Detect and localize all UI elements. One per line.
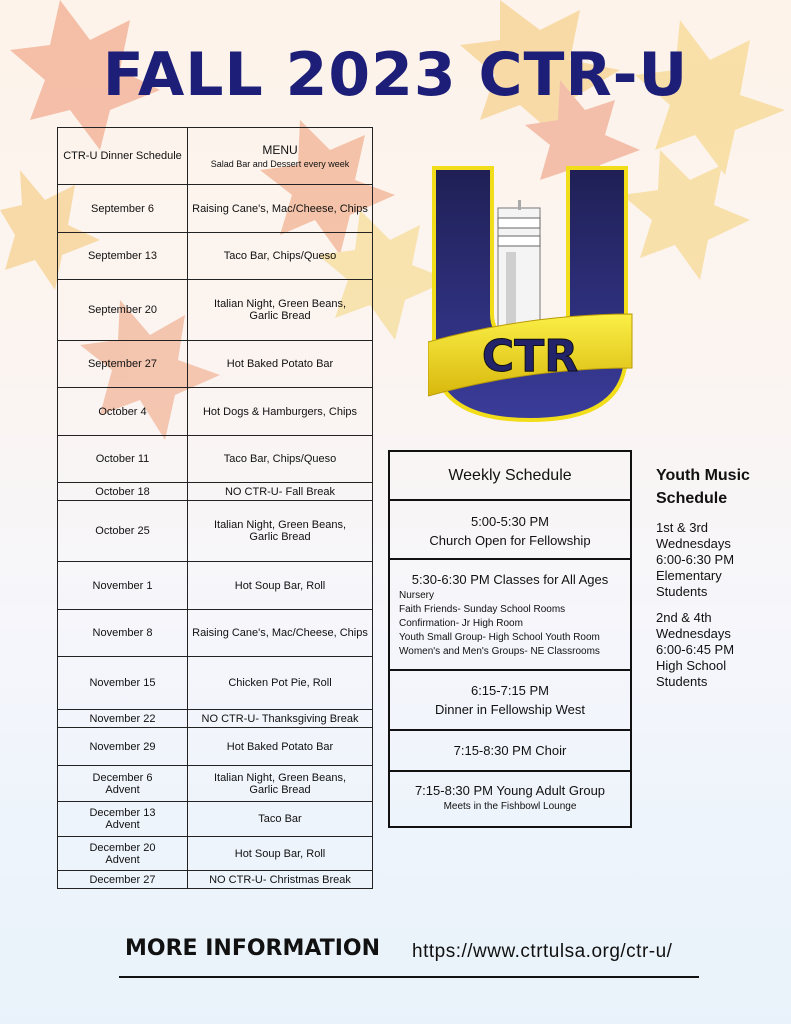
- dinner-text: Dinner in Fellowship West: [434, 702, 586, 717]
- more-information-heading: MORE INFORMATION: [125, 936, 381, 961]
- menu-line: Raising Cane's, Mac/Cheese, Chips: [192, 202, 368, 215]
- date-cell: [58, 766, 188, 802]
- menu-cell: [188, 388, 373, 436]
- table-header-row: [58, 128, 373, 185]
- table-row: [58, 728, 373, 766]
- date-line: September 6: [91, 202, 154, 215]
- date-cell: [58, 341, 188, 388]
- table-row: [58, 341, 373, 388]
- date-line: October 11: [95, 453, 150, 465]
- youth-line: Students: [656, 674, 708, 689]
- date-cell: [58, 837, 188, 871]
- menu-line: Taco Bar: [258, 813, 302, 825]
- date-cell: [58, 657, 188, 710]
- menu-line: Italian Night, Green Beans,: [213, 771, 347, 784]
- weekly-schedule-header: Weekly Schedule: [448, 467, 572, 484]
- young-adult-title: 7:15-8:30 PM Young Adult Group: [414, 783, 606, 798]
- date-cell: [58, 802, 188, 837]
- page-title: FALL 2023 CTR-U: [102, 40, 689, 110]
- date-line: December 27: [89, 873, 156, 886]
- date-line: November 8: [92, 627, 153, 639]
- date-cell: [58, 233, 188, 280]
- menu-line: Italian Night, Green Beans,: [213, 298, 347, 310]
- date-line: Advent: [105, 783, 140, 796]
- class-item: Women's and Men's Groups- NE Classrooms: [399, 646, 600, 657]
- class-item: Youth Small Group- High School Youth Room: [399, 632, 600, 643]
- table-row: [58, 185, 373, 233]
- weekly-schedule-table: [388, 450, 632, 828]
- menu-cell: [188, 233, 373, 280]
- menu-cell: [188, 766, 373, 802]
- dinner-menu-table: [57, 127, 373, 889]
- footer-divider: [119, 976, 699, 978]
- menu-header-subtitle: Salad Bar and Dessert every week: [210, 159, 350, 169]
- menu-cell: [188, 710, 373, 728]
- date-cell: [58, 501, 188, 562]
- table-row: [58, 710, 373, 728]
- table-row: [58, 766, 373, 802]
- date-cell: [58, 710, 188, 728]
- menu-cell: [188, 610, 373, 657]
- young-adult-row: [390, 770, 630, 826]
- menu-line: NO CTR-U- Christmas Break: [209, 873, 351, 886]
- date-cell: [58, 562, 188, 610]
- menu-line: NO CTR-U- Thanksgiving Break: [201, 712, 359, 725]
- youth-line: High School: [656, 658, 727, 673]
- date-line: October 4: [98, 405, 147, 418]
- ctr-u-logo-icon: [428, 164, 634, 426]
- menu-line: Chicken Pot Pie, Roll: [228, 677, 332, 689]
- menu-line: Hot Soup Bar, Roll: [234, 847, 326, 860]
- youth-line: 1st & 3rd: [656, 520, 709, 535]
- date-cell: [58, 610, 188, 657]
- logo-ctr-text: CTR: [481, 331, 579, 382]
- menu-cell: [188, 483, 373, 501]
- youth-title-line1: Youth Music: [656, 467, 750, 484]
- menu-line: Hot Baked Potato Bar: [226, 358, 334, 370]
- classes-list: [390, 589, 630, 659]
- date-line: September 27: [87, 358, 158, 370]
- youth-line: Wednesdays: [656, 626, 731, 641]
- youth-line: 6:00-6:30 PM: [656, 552, 735, 567]
- date-cell: [58, 483, 188, 501]
- date-cell: [58, 280, 188, 341]
- youth-block-high-school: [656, 610, 786, 690]
- menu-line: Hot Baked Potato Bar: [226, 740, 334, 753]
- table-row: [58, 871, 373, 889]
- date-cell: [58, 185, 188, 233]
- menu-cell: [188, 657, 373, 710]
- table-row: [58, 280, 373, 341]
- table-row: [58, 436, 373, 483]
- class-item: Nursery: [399, 590, 435, 601]
- date-line: November 29: [89, 740, 156, 753]
- youth-line: 2nd & 4th: [656, 610, 712, 625]
- maple-leaf-icon: [622, 150, 750, 280]
- young-adult-subtitle: Meets in the Fishbowl Lounge: [443, 801, 577, 812]
- table-row: [58, 483, 373, 501]
- date-cell: [58, 436, 188, 483]
- table-row: [58, 501, 373, 562]
- class-item: Faith Friends- Sunday School Rooms: [399, 604, 566, 615]
- date-line: September 13: [87, 250, 158, 262]
- menu-header-title: MENU: [262, 143, 298, 157]
- table-row: [58, 610, 373, 657]
- table-row: [58, 562, 373, 610]
- church-open-text: Church Open for Fellowship: [429, 533, 591, 548]
- menu-cell: [188, 802, 373, 837]
- menu-line: Italian Night, Green Beans,: [213, 519, 347, 531]
- date-line: September 20: [87, 304, 158, 316]
- youth-music-schedule: [656, 464, 786, 690]
- youth-line: Wednesdays: [656, 536, 731, 551]
- date-line: December 6: [92, 771, 153, 784]
- date-cell: [58, 728, 188, 766]
- menu-cell: [188, 341, 373, 388]
- date-line: December 13: [89, 807, 156, 819]
- menu-line: NO CTR-U- Fall Break: [224, 485, 335, 498]
- dinner-row: [390, 669, 630, 729]
- youth-line: 6:00-6:45 PM: [656, 642, 735, 657]
- menu-cell: [188, 436, 373, 483]
- menu-cell: [188, 562, 373, 610]
- church-open-time: 5:00-5:30 PM: [470, 514, 550, 529]
- youth-line: Students: [656, 584, 708, 599]
- youth-line: Elementary: [656, 568, 722, 583]
- menu-cell: [188, 501, 373, 562]
- dinner-schedule-header: CTR-U Dinner Schedule: [58, 128, 188, 185]
- date-line: October 25: [95, 525, 150, 537]
- youth-title-line2: Schedule: [656, 490, 728, 507]
- menu-line: Raising Cane's, Mac/Cheese, Chips: [192, 627, 368, 639]
- choir-row: 7:15-8:30 PM Choir: [390, 729, 630, 770]
- menu-line: Hot Dogs & Hamburgers, Chips: [202, 405, 358, 418]
- date-line: November 22: [89, 712, 156, 725]
- menu-cell: [188, 871, 373, 889]
- date-line: October 18: [95, 485, 150, 498]
- classes-row: [390, 558, 630, 669]
- date-cell: [58, 388, 188, 436]
- menu-line: Taco Bar, Chips/Queso: [223, 250, 337, 262]
- table-row: [58, 837, 373, 871]
- table-row: [58, 388, 373, 436]
- website-link[interactable]: https://www.ctrtulsa.org/ctr-u/: [412, 941, 673, 962]
- menu-cell: [188, 728, 373, 766]
- menu-cell: [188, 280, 373, 341]
- table-row: [58, 802, 373, 837]
- classes-title: 5:30-6:30 PM Classes for All Ages: [411, 572, 609, 587]
- date-line: Advent: [105, 819, 140, 831]
- date-cell: [58, 871, 188, 889]
- menu-cell: [188, 837, 373, 871]
- table-row: [58, 233, 373, 280]
- menu-cell: [188, 185, 373, 233]
- class-item: Confirmation- Jr High Room: [399, 618, 523, 629]
- date-line: December 20: [89, 841, 156, 854]
- menu-line: Taco Bar, Chips/Queso: [223, 453, 337, 465]
- menu-line: Hot Soup Bar, Roll: [234, 579, 326, 592]
- dinner-time: 6:15-7:15 PM: [470, 683, 550, 698]
- menu-line: Garlic Bread: [249, 783, 311, 796]
- youth-block-elementary: [656, 520, 786, 600]
- table-row: [58, 657, 373, 710]
- menu-line: Garlic Bread: [249, 310, 311, 322]
- date-line: November 15: [89, 677, 156, 689]
- menu-header: [188, 128, 373, 185]
- date-line: Advent: [105, 853, 140, 866]
- date-line: November 1: [92, 579, 153, 592]
- church-open-row: [390, 499, 630, 558]
- menu-line: Garlic Bread: [249, 531, 311, 543]
